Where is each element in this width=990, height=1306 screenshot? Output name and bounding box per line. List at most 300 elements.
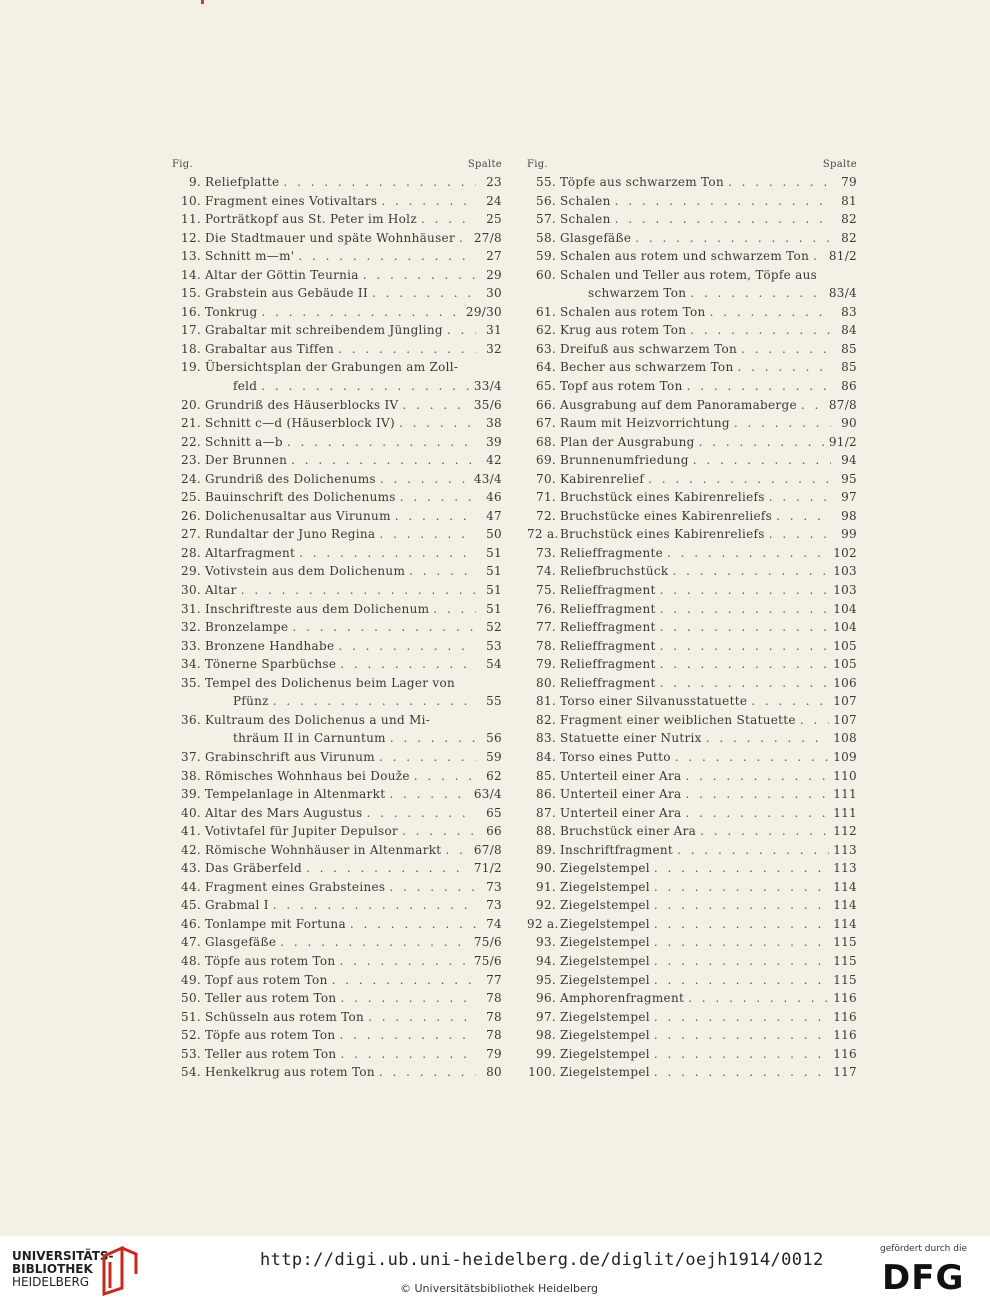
column-reference: 62 [486, 768, 502, 783]
figure-number: 22. [181, 434, 201, 449]
dot-leader [340, 1045, 476, 1064]
figure-number: 33. [181, 638, 201, 653]
column-reference: 52 [486, 620, 502, 635]
figure-title: Torso eines Putto [560, 749, 671, 764]
column-reference: 67/8 [473, 842, 502, 857]
figure-entry [527, 340, 857, 359]
dot-leader [660, 674, 830, 693]
column-reference: 24 [486, 193, 502, 208]
column-reference: 108 [833, 731, 857, 746]
figure-entry [527, 971, 857, 990]
figure-entry [172, 247, 502, 266]
column-reference: 65 [486, 805, 502, 820]
figure-entry [172, 340, 502, 359]
column-reference: 25 [486, 212, 502, 227]
figure-title: Relieffragment [560, 638, 656, 653]
figure-number: 85. [536, 768, 556, 783]
figure-title: Relieffragment [560, 657, 656, 672]
figure-entry [172, 470, 502, 489]
figure-entry [172, 655, 502, 674]
figure-number: 58. [536, 230, 556, 245]
figure-entry [172, 859, 502, 878]
column-reference: 82 [841, 230, 857, 245]
dot-leader [660, 581, 830, 600]
column-reference: 116 [833, 1009, 857, 1024]
dot-leader [769, 525, 831, 544]
column-reference: 84 [841, 323, 857, 338]
dot-leader [363, 266, 476, 285]
dot-leader [395, 507, 476, 526]
figure-number: 10. [181, 193, 201, 208]
figure-title: Schalen aus rotem Ton [560, 304, 706, 319]
figure-title: Plan der Ausgrabung [560, 434, 695, 449]
figure-entry [172, 284, 502, 303]
figure-title: Bruchstück eines Kabirenreliefs [560, 490, 765, 505]
column-reference: 102 [833, 545, 857, 560]
figure-number: 61. [536, 304, 556, 319]
dot-leader [654, 878, 829, 897]
dot-leader [672, 562, 829, 581]
dot-leader [769, 488, 831, 507]
column-reference: 116 [833, 991, 857, 1006]
dot-leader [675, 748, 829, 767]
figure-title: Altar der Göttin Teurnia [205, 267, 359, 282]
figure-title: Relieffragment [560, 601, 656, 616]
figure-entry [527, 377, 857, 396]
dot-leader [280, 933, 470, 952]
column-reference: 38 [486, 416, 502, 431]
dot-leader [273, 896, 476, 915]
figure-title: Die Stadtmauer und späte Wohnhäuser [205, 230, 455, 245]
column-reference: 31 [486, 323, 502, 338]
figure-number: 55. [536, 175, 556, 189]
figure-entry [172, 229, 502, 248]
figure-entry [527, 989, 857, 1008]
figure-title: Schnitt m—m' [205, 249, 295, 264]
spalte-heading: Spalte [822, 159, 857, 170]
dot-leader [677, 841, 829, 860]
figure-number: 86. [536, 787, 556, 802]
column-reference: 32 [486, 341, 502, 356]
figure-number: 49. [181, 972, 201, 987]
spalte-heading: Spalte [467, 159, 502, 170]
column-reference: 103 [833, 564, 857, 579]
figure-number: 73. [536, 545, 556, 560]
figure-number: 64. [536, 360, 556, 375]
figure-entry [527, 303, 857, 322]
figure-entry [527, 192, 857, 211]
figure-title: Bruchstück einer Ara [560, 824, 697, 839]
column-reference: 105 [833, 657, 857, 672]
figure-number: 15. [181, 286, 201, 301]
dot-leader [654, 1045, 829, 1064]
column-reference: 66 [486, 824, 502, 839]
figure-number: 77. [536, 620, 556, 635]
figure-title: Ziegelstempel [560, 861, 650, 876]
figure-entry [527, 396, 857, 415]
figure-number: 82. [536, 712, 556, 727]
column-reference: 35/6 [473, 397, 502, 412]
dot-leader [379, 748, 476, 767]
figure-title: Unterteil einer Ara [560, 768, 682, 783]
dot-leader [381, 192, 476, 211]
figure-number: 79. [536, 657, 556, 672]
left-column-header [172, 156, 502, 173]
column-reference: 105 [833, 638, 857, 653]
column-reference: 51 [486, 564, 502, 579]
figure-entry [172, 358, 502, 377]
figure-title: Fragment eines Grabsteines [205, 879, 386, 894]
column-reference: 110 [833, 768, 857, 783]
figure-number: 52. [181, 1028, 201, 1043]
figure-number: 54. [181, 1065, 201, 1080]
figure-number: 41. [181, 824, 201, 839]
figure-title: Kultraum des Dolichenus a und Mi- [205, 712, 431, 727]
figure-title: Relieffragmente [560, 545, 664, 560]
figure-number: 89. [536, 842, 556, 857]
figure-number: 12. [181, 230, 201, 245]
figure-number: 38. [181, 768, 201, 783]
figure-number: 9. [188, 175, 201, 189]
dot-leader [654, 896, 829, 915]
figure-number: 76. [536, 601, 556, 616]
figure-title: Töpfe aus rotem Ton [205, 953, 336, 968]
figure-entry [172, 525, 502, 544]
figure-number: 16. [181, 304, 201, 319]
figure-number: 60. [536, 267, 556, 282]
dot-leader [813, 247, 825, 266]
figure-entry [527, 785, 857, 804]
figure-number: 97. [536, 1009, 556, 1024]
figure-title: Ziegelstempel [560, 916, 650, 931]
figure-entry [172, 841, 502, 860]
column-reference: 42 [486, 453, 502, 468]
column-reference: 115 [833, 935, 857, 950]
dot-leader [654, 1063, 829, 1082]
figure-title: Schüsseln aus rotem Ton [205, 1009, 365, 1024]
figure-title: Schalen [560, 193, 611, 208]
figure-title: Torso einer Silvanusstatuette [560, 694, 748, 709]
column-reference: 87/8 [828, 397, 857, 412]
column-reference: 27/8 [473, 230, 502, 245]
figure-entry [172, 822, 502, 841]
dot-leader [654, 1008, 829, 1027]
dot-leader [734, 414, 831, 433]
figure-title: Ziegelstempel [560, 1009, 650, 1024]
figure-entry [172, 488, 502, 507]
dot-leader [340, 989, 476, 1008]
figure-entry [172, 1026, 502, 1045]
figure-title: Relieffragment [560, 620, 656, 635]
figure-entry [172, 692, 502, 711]
dot-leader [686, 767, 830, 786]
dot-leader [706, 729, 829, 748]
permalink-url[interactable]: http://digi.ub.uni-heidelberg.de/diglit/oejh1914/0012 [260, 1250, 824, 1270]
figure-entry [172, 915, 502, 934]
column-reference: 46 [486, 490, 502, 505]
figure-entry [527, 933, 857, 952]
figure-entry [527, 451, 857, 470]
figure-number: 11. [181, 212, 201, 227]
figure-title: Topf aus rotem Ton [560, 379, 683, 394]
dot-leader [421, 210, 476, 229]
column-reference: 56 [486, 731, 502, 746]
figure-title: Teller aus rotem Ton [205, 991, 337, 1006]
figure-title: Ziegelstempel [560, 935, 650, 950]
column-reference: 111 [833, 805, 857, 820]
figure-entry [172, 637, 502, 656]
dot-leader [399, 414, 476, 433]
column-reference: 73 [486, 879, 502, 894]
figure-number: 20. [181, 397, 201, 412]
figure-entry [172, 192, 502, 211]
dot-leader [654, 915, 829, 934]
figure-entry [172, 896, 502, 915]
figure-number: 43. [181, 861, 201, 876]
figure-entry [172, 210, 502, 229]
figure-title: Grundriß des Häuserblocks IV [205, 397, 399, 412]
dot-leader [654, 859, 829, 878]
dot-leader [368, 1008, 476, 1027]
figure-title: Reliefplatte [205, 175, 280, 189]
column-reference: 78 [486, 991, 502, 1006]
figure-number: 67. [536, 416, 556, 431]
figure-number: 44. [181, 879, 201, 894]
column-reference: 50 [486, 527, 502, 542]
digitization-footer [0, 1236, 990, 1306]
column-reference: 85 [841, 341, 857, 356]
right-column [527, 156, 857, 1082]
column-reference: 94 [841, 453, 857, 468]
figure-number: 40. [181, 805, 201, 820]
figure-title: Ziegelstempel [560, 1028, 650, 1043]
figure-number: 80. [536, 675, 556, 690]
figure-entry [527, 637, 857, 656]
figure-entry [172, 433, 502, 452]
figure-entry [527, 822, 857, 841]
figure-entry [527, 1026, 857, 1045]
figure-number: 32. [181, 620, 201, 635]
figure-title: Becher aus schwarzem Ton [560, 360, 734, 375]
figure-title: Krug aus rotem Ton [560, 323, 687, 338]
column-reference: 59 [486, 749, 502, 764]
fig-heading: Fig. [527, 159, 548, 170]
figure-entry [172, 804, 502, 823]
figure-number: 21. [181, 416, 201, 431]
library-name-line1: UNIVERSITÄTS- [12, 1249, 114, 1263]
figure-title: Porträtkopf aus St. Peter im Holz [205, 212, 417, 227]
dot-leader [262, 303, 462, 322]
figure-title: Schnitt a—b [205, 434, 283, 449]
figure-entry [172, 414, 502, 433]
figure-number: 34. [181, 657, 201, 672]
column-reference: 104 [833, 620, 857, 635]
figure-number: 13. [181, 249, 201, 264]
dot-leader [447, 321, 476, 340]
dot-leader [751, 692, 829, 711]
column-reference: 83/4 [828, 286, 857, 301]
figure-entry [172, 544, 502, 563]
figure-entry [527, 878, 857, 897]
dot-leader [728, 173, 831, 192]
column-reference: 107 [833, 694, 857, 709]
dot-leader [340, 655, 476, 674]
figure-title: Inschriftfragment [560, 842, 674, 857]
figure-number: 53. [181, 1046, 201, 1061]
dot-leader [241, 581, 476, 600]
figure-entry [172, 952, 502, 971]
figure-number: 29. [181, 564, 201, 579]
library-emblem-icon [98, 1244, 140, 1296]
figure-number: 90. [536, 861, 556, 876]
dot-leader [738, 358, 832, 377]
figure-title: Pfünz [233, 694, 269, 709]
figure-title: Tempelanlage in Altenmarkt [205, 787, 386, 802]
figure-title: Schnitt c—d (Häuserblock IV) [205, 416, 395, 431]
figure-entry [527, 804, 857, 823]
figure-number: 96. [536, 991, 556, 1006]
column-reference: 51 [486, 545, 502, 560]
figure-title: Altar [205, 583, 237, 598]
column-reference: 114 [833, 879, 857, 894]
figure-entry [527, 1063, 857, 1082]
dot-leader [667, 544, 829, 563]
figure-entry [172, 618, 502, 637]
figure-entry [172, 507, 502, 526]
dot-leader [615, 192, 831, 211]
dot-leader [776, 507, 831, 526]
column-reference: 73 [486, 898, 502, 913]
figure-number: 98. [536, 1028, 556, 1043]
dot-leader [409, 562, 476, 581]
figure-entry [527, 896, 857, 915]
figure-number: 31. [181, 601, 201, 616]
figure-title: Ausgrabung auf dem Panoramaberge [560, 397, 797, 412]
dot-leader [298, 247, 476, 266]
figure-number: 62. [536, 323, 556, 338]
figure-title: Altar des Mars Augustus [205, 805, 363, 820]
figure-title: Tempel des Dolichenus beim Lager von [205, 675, 456, 690]
figure-entry [527, 674, 857, 693]
figure-number: 75. [536, 583, 556, 598]
column-reference: 97 [841, 490, 857, 505]
figure-number: 45. [181, 898, 201, 913]
figure-entry [527, 544, 857, 563]
column-reference: 91/2 [828, 434, 857, 449]
column-reference: 53 [486, 638, 502, 653]
figure-title: thräum II in Carnuntum [233, 731, 386, 746]
page-edge-mark [201, 0, 204, 4]
column-reference: 106 [833, 675, 857, 690]
library-name-line2: BIBLIOTHEK [12, 1262, 93, 1276]
dot-leader [690, 321, 831, 340]
dot-leader [380, 470, 470, 489]
figure-title: Relieffragment [560, 675, 656, 690]
right-column-header [527, 156, 857, 173]
column-reference: 75/6 [473, 935, 502, 950]
figure-title: Fragment einer weiblichen Statuette [560, 712, 796, 727]
figure-title: Ziegelstempel [560, 879, 650, 894]
column-reference: 109 [833, 749, 857, 764]
figure-number: 66. [536, 397, 556, 412]
dot-leader [660, 600, 830, 619]
figure-entry [172, 878, 502, 897]
figure-entry [527, 729, 857, 748]
column-reference: 78 [486, 1009, 502, 1024]
dot-leader [291, 451, 476, 470]
figure-number: 23. [181, 453, 201, 468]
figure-title: Brunnenumfriedung [560, 453, 689, 468]
column-reference: 95 [841, 471, 857, 486]
dot-leader [660, 618, 830, 637]
figure-title: Übersichtsplan der Grabungen am Zoll- [205, 360, 459, 375]
dot-leader [332, 971, 476, 990]
figure-title: Bronzelampe [205, 620, 289, 635]
figure-entry [527, 525, 857, 544]
column-reference: 98 [841, 508, 857, 523]
column-reference: 85 [841, 360, 857, 375]
dot-leader [389, 785, 469, 804]
figure-number: 18. [181, 341, 201, 356]
figure-entry [172, 451, 502, 470]
column-reference: 33/4 [473, 379, 502, 394]
column-reference: 54 [486, 657, 502, 672]
dot-leader [648, 470, 831, 489]
figure-entry [172, 729, 502, 748]
figure-number: 30. [181, 583, 201, 598]
column-reference: 112 [833, 824, 857, 839]
column-reference: 77 [486, 972, 502, 987]
figure-title: Bruchstücke eines Kabirenreliefs [560, 508, 773, 523]
dfg-logo[interactable]: DFG [882, 1258, 965, 1298]
dot-leader [615, 210, 831, 229]
column-reference: 113 [833, 842, 857, 857]
figure-title: Ziegelstempel [560, 953, 650, 968]
figure-title: Tonlampe mit Fortuna [205, 916, 346, 931]
figure-title: Der Brunnen [205, 453, 288, 468]
figure-title: Glasgefäße [205, 935, 277, 950]
figure-entry [172, 303, 502, 322]
figure-entry [527, 507, 857, 526]
left-figure-list [172, 173, 502, 1082]
column-reference: 83 [841, 304, 857, 319]
figure-entry [527, 581, 857, 600]
figure-number: 57. [536, 212, 556, 227]
figure-title: Das Gräberfeld [205, 861, 303, 876]
figure-number: 36. [181, 712, 201, 727]
column-reference: 82 [841, 212, 857, 227]
dot-leader [654, 933, 829, 952]
column-reference: 79 [841, 175, 857, 189]
column-reference: 115 [833, 953, 857, 968]
column-reference: 30 [486, 286, 502, 301]
figure-number: 70. [536, 471, 556, 486]
figure-title: Töpfe aus schwarzem Ton [560, 175, 724, 189]
figure-entry [172, 989, 502, 1008]
figure-entry [527, 284, 857, 303]
dot-leader [338, 637, 476, 656]
figure-title: Bronzene Handhabe [205, 638, 335, 653]
figure-number: 35. [181, 675, 201, 690]
figure-entry [527, 470, 857, 489]
dot-leader [306, 859, 470, 878]
column-reference: 81/2 [828, 249, 857, 264]
figure-number: 47. [181, 935, 201, 950]
figure-title: Dreifuß aus schwarzem Ton [560, 341, 738, 356]
dot-leader [299, 544, 476, 563]
figure-entry [527, 488, 857, 507]
column-reference: 78 [486, 1028, 502, 1043]
